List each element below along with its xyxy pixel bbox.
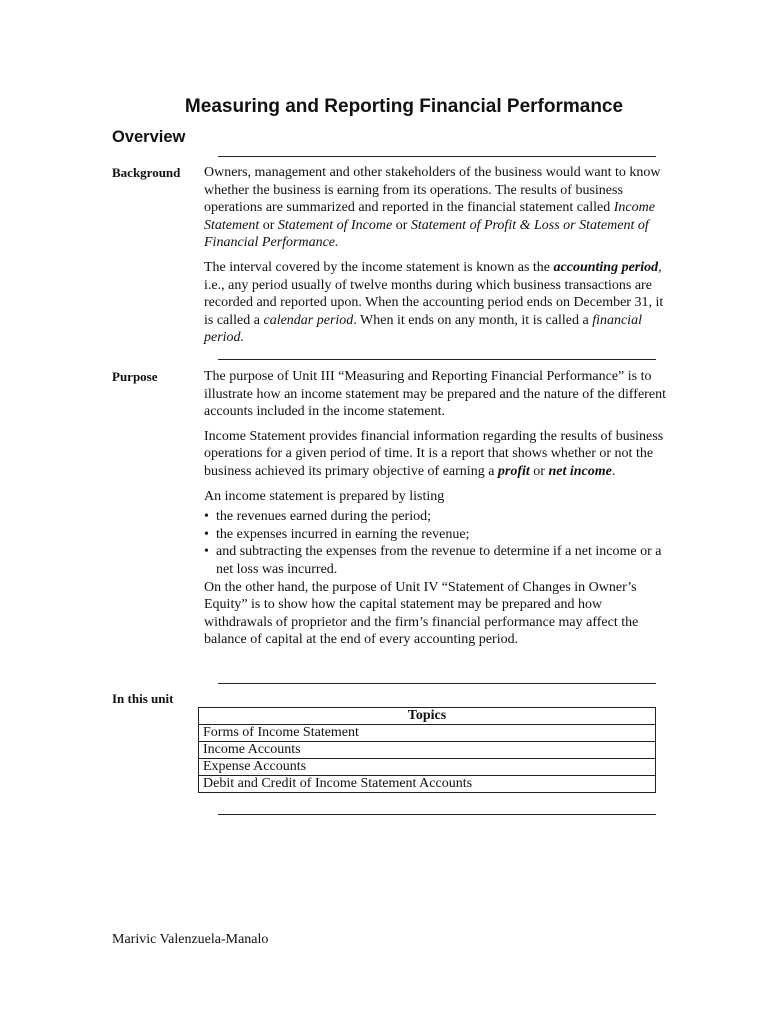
divider [218, 814, 656, 815]
purpose-bullet-list [204, 508, 674, 578]
topics-table [198, 707, 656, 793]
topics-column-header: Topics [199, 708, 656, 725]
purpose-label: Purpose [112, 369, 158, 384]
list-item: • the revenues earned during the period; [204, 508, 674, 526]
purpose-paragraph-3: An income statement is prepared by listing [204, 488, 445, 504]
section-heading-overview: Overview [112, 128, 186, 146]
table-row [199, 725, 656, 742]
purpose-paragraph-1: The purpose of Unit III “Measuring and Reporting Financial Performance” is to illustrate how an income statement may be prepared and the nature of the different accounts included in the income statement. [204, 369, 666, 420]
table-row [199, 759, 656, 776]
table-cell: Income Accounts [199, 742, 656, 759]
divider [218, 156, 656, 157]
author-footer: Marivic Valenzuela-Manalo [112, 932, 269, 947]
list-item: • the expenses incurred in earning the revenue; [204, 526, 674, 544]
list-item: • and subtracting the expenses from the revenue to determine if a net income or a net loss was incurred. [204, 543, 674, 578]
purpose-section [204, 368, 674, 649]
table-cell: Forms of Income Statement [199, 725, 656, 742]
divider [218, 359, 656, 360]
table-cell: Debit and Credit of Income Statement Accounts [199, 776, 656, 793]
document-title: Measuring and Reporting Financial Performance [184, 96, 624, 117]
table-row [199, 742, 656, 759]
purpose-paragraph-4: On the other hand, the purpose of Unit IV “Statement of Changes in Owner’s Equity” is to show how the capital statement may be prepared and how withdrawals of proprietor and the firm’s financial performance may affect the balance of capital at the end of every accounting period. [204, 579, 639, 648]
purpose-paragraph-2: Income Statement provides financial information regarding the results of business operations for a given period of time. It is a report that shows whether or not the business achieved its primary objective of earning a profit or net income. [204, 428, 664, 479]
table-row [199, 776, 656, 793]
table-header-row [199, 708, 656, 725]
background-label: Background [112, 165, 181, 180]
background-section [204, 164, 674, 347]
divider [218, 683, 656, 684]
background-paragraph-2: The interval covered by the income statement is known as the accounting period, i.e., any period usually of twelve months during which business transactions are recorded and reported upon. When the accounting period ends on December 31, it is called a calendar period. When it ends on any month, it is called a financial period. [204, 259, 664, 346]
table-cell: Expense Accounts [199, 759, 656, 776]
in-this-unit-label: In this unit [112, 691, 174, 706]
background-paragraph-1: Owners, management and other stakeholders of the business would want to know whether the business is earning from its operations. The results of business operations are summarized and reported in the financial statement called Income Statement or Statement of Income or Statement of Profit & Loss or Statement of Financial Performance. [204, 165, 661, 251]
